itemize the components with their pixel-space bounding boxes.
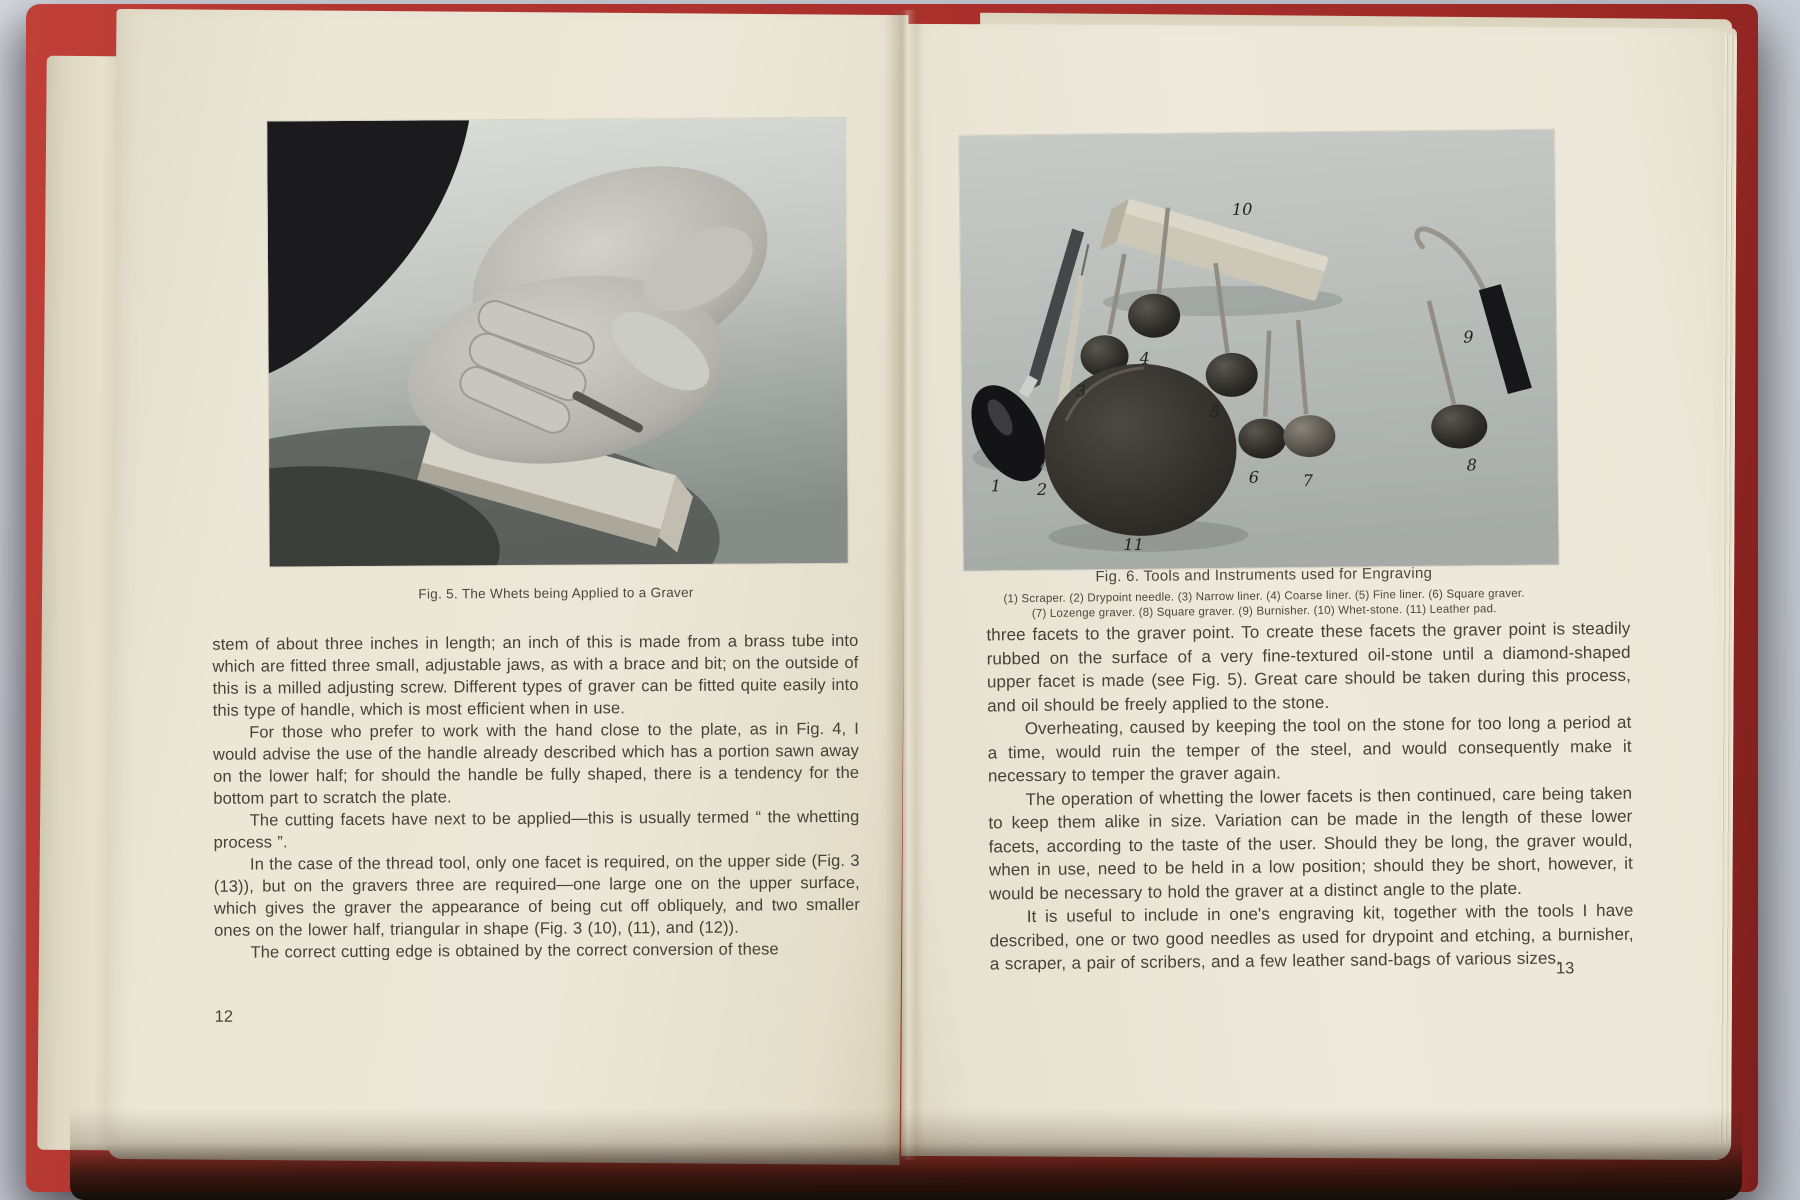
figure-6-caption: Fig. 6. Tools and Instruments used for Engraving [1095,564,1433,586]
left-page [107,9,908,1165]
tool-label-9: 9 [1463,327,1474,347]
right-page-content [898,22,1740,1163]
paragraph: The cutting facets have next to be applied—this is usually termed “ the whetting process ”. [213,807,860,852]
paragraph: The correct cutting edge is obtained by the correct conversion of these [250,940,779,962]
paragraph: In the case of the thread tool, only one facet is required, on the upper side (Fig. 3 (13)), but on the gravers three are required—one large one on the upper surface, which gives the graver the appearance of being cut off obliquely, and two smaller ones on the lower half, triangular in shape (Fig. 3 (10), (11), and (12)). [213,851,861,940]
tool-label-3: 3 [1075,381,1087,401]
figure-6-key-line-2: (7) Lozenge graver. (8) Square graver. (9) Burnisher. (10) Whet-stone. (11) Leather pad. [1031,603,1497,621]
right-page [901,24,1737,1160]
paragraph: stem of about three inches in length; an inch of this is made from a brass tube into which are fitted three small, adjustable jaws, as with a brace and bit; on the outside of this is a milled adjusting screw. Different types of graver can be fitted quite easily into this type of handle, which is most efficient when in use. [212,631,859,720]
tool-label-2: 2 [1036,479,1048,499]
left-page-content [108,10,907,1165]
figure-5-photo-hands-whetting-graver [267,118,848,567]
left-page-body-text [212,630,860,964]
right-page-body-text [986,617,1634,976]
tool-label-5: 5 [1210,402,1221,422]
tool-label-8: 8 [1466,455,1477,475]
tool-label-7: 7 [1302,471,1314,491]
tool-label-10: 10 [1231,199,1253,219]
paragraph: It is useful to include in one's engraving kit, together with the tools I have described, one or two good needles as used for drypoint and etching, a burnisher, a scraper, a pair of scribers, and a few leather sand-bags of various sizes. [989,900,1634,974]
paragraph: The operation of whetting the lower facets is then continued, care being taken to keep them alike in size. Variation can be made in the length of these lower facets, according to the taste of the user. Should they be long, the graver would, when in use, need to be held in a low position; should they be short, however, it would be necessary to hold the graver at a distinct angle to the plate. [988,783,1633,903]
paragraph: Overheating, caused by keeping the tool on the stone for too long a period at a time, would ruin the temper of the steel, and would consequently make it necessary to temper the graver again. [987,712,1632,786]
tool-label-11: 11 [1123,534,1144,555]
figure-5-caption: Fig. 5. The Whets being Applied to a Graver [418,584,694,602]
tool-label-1: 1 [990,476,1002,496]
right-page-number: 13 [1555,959,1575,978]
figure-6-photo-engraving-tools [959,130,1559,571]
book-gutter-shadow [884,10,924,1160]
paragraph: three facets to the graver point. To create these facets the graver point is steadily rubbed on the surface of a very fine-textured oil-stone until a diamond-shaped upper facet is made (see Fig. 5). Great care should be taken during this process, and oil should be freely applied to the stone. [986,618,1631,715]
paragraph: For those who prefer to work with the hand close to the plate, as in Fig. 4, I would advise the use of the handle already described which has a portion sawn away on the lower half; for should the handle be fully shaped, there is a tendency for the bottom part to scratch the plate. [212,719,860,808]
figure-6-key-line-1: (1) Scraper. (2) Drypoint needle. (3) Narrow liner. (4) Coarse liner. (5) Fine liner. (6) Square graver. [1003,587,1525,606]
tool-label-4: 4 [1139,348,1150,368]
tool-label-6: 6 [1248,467,1260,487]
left-page-number: 12 [214,1007,234,1026]
